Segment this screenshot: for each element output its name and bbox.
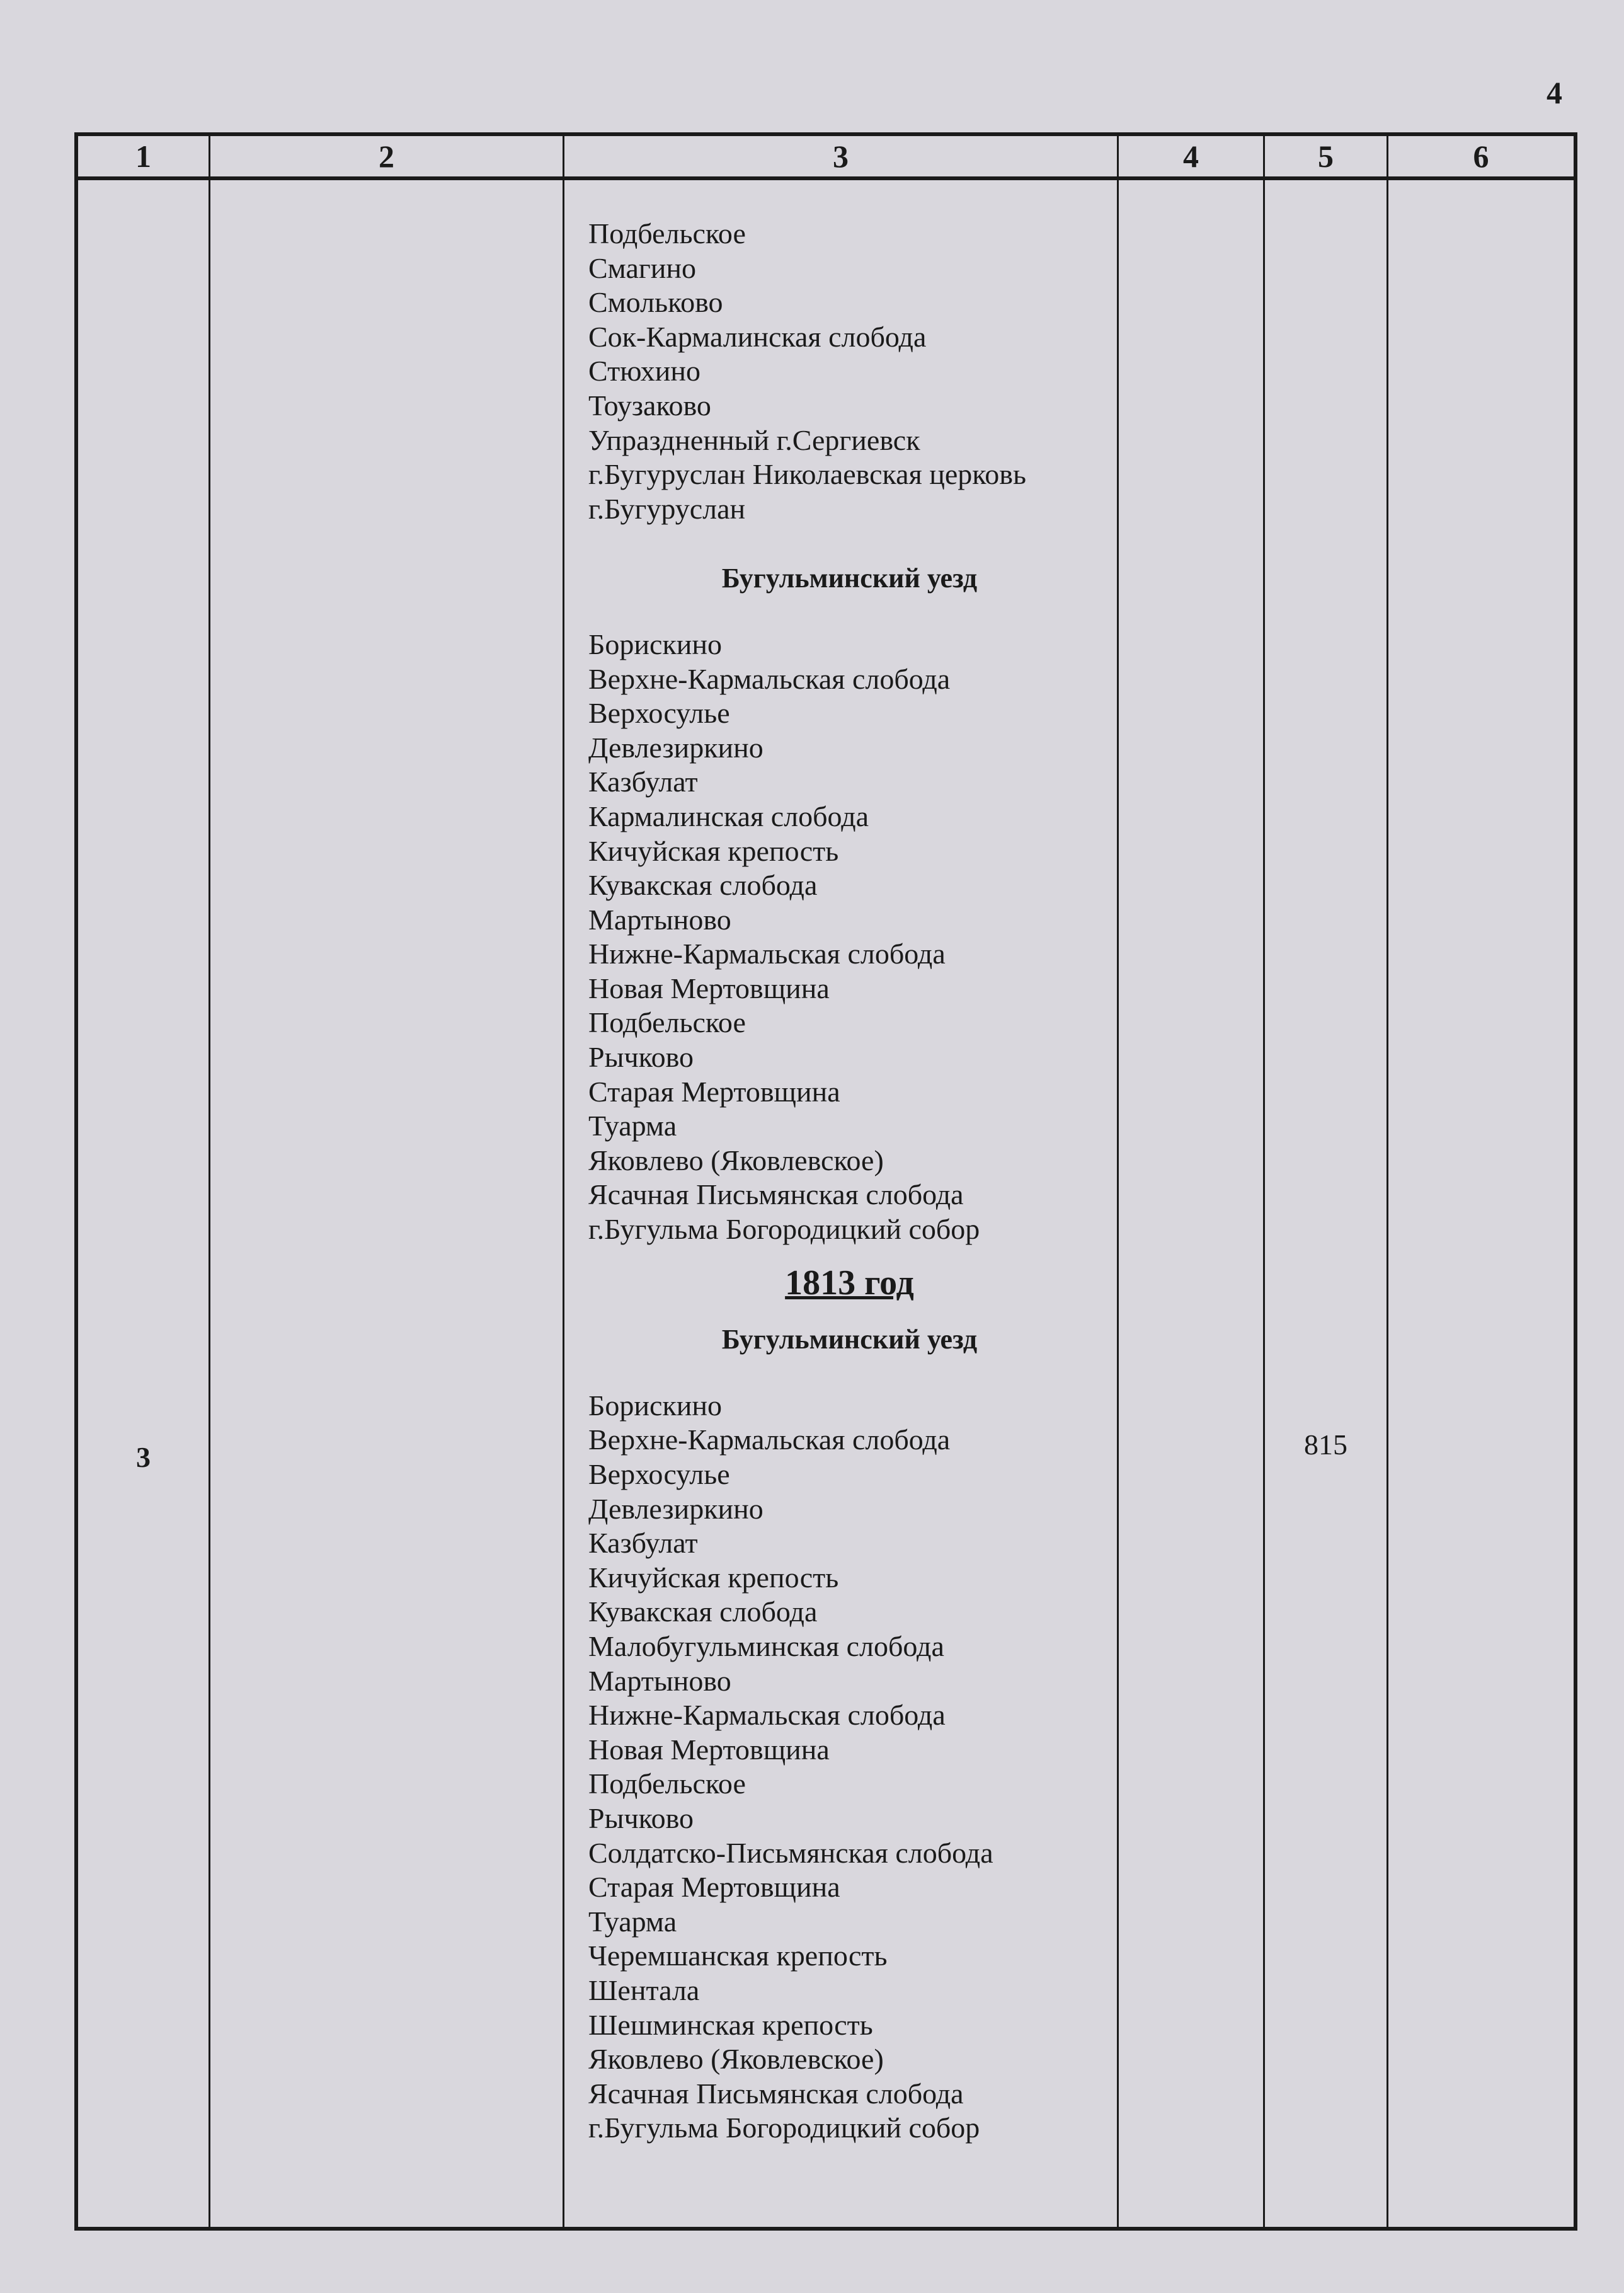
settlement-list-top — [588, 217, 1111, 526]
cell-column-2 — [210, 180, 564, 2227]
cell-column-6 — [1388, 180, 1574, 2227]
settlement-item: Новая Мертовщина — [588, 1733, 830, 1766]
settlement-item: Смольково — [588, 286, 723, 319]
settlement-item: Упраздненный г.Сергиевск — [588, 423, 920, 456]
settlement-item: Тоузаково — [588, 389, 711, 422]
settlement-item: Подбельское — [588, 1767, 746, 1800]
volume-value: 815 — [1304, 1428, 1347, 1461]
settlement-item: Мартыново — [588, 1664, 731, 1697]
settlement-item: г.Бугуруслан Николаевская церковь — [588, 458, 1026, 491]
page-number: 4 — [1547, 75, 1562, 110]
settlement-item: Кичуйская крепость — [588, 834, 839, 867]
column-header-6: 6 — [1388, 136, 1574, 180]
settlement-item: Сок-Кармалинская слобода — [588, 320, 927, 353]
settlement-item: Туарма — [588, 1905, 677, 1938]
settlement-item: Стюхино — [588, 355, 700, 388]
year-heading: 1813 год — [785, 1263, 914, 1302]
cell-column-4 — [1119, 180, 1265, 2227]
settlement-item: Борискино — [588, 628, 723, 660]
settlement-list-district-1 — [588, 628, 1111, 1247]
column-header-5: 5 — [1265, 136, 1388, 180]
settlement-item: Рычково — [588, 1802, 694, 1834]
settlement-item: Казбулат — [588, 766, 698, 798]
row-number: 3 — [136, 1441, 151, 1473]
register-table — [74, 132, 1577, 2231]
settlement-item: Казбулат — [588, 1527, 698, 1560]
district-heading-2: Бугульминский уезд — [721, 1324, 978, 1355]
cell-row-number — [78, 180, 210, 2227]
settlement-item: Подбельское — [588, 217, 746, 250]
settlement-item: Верхне-Кармальская слобода — [588, 662, 951, 695]
settlement-item: Мартыново — [588, 903, 731, 936]
settlement-item: Новая Мертовщина — [588, 972, 830, 1004]
cell-settlements — [564, 180, 1119, 2227]
settlement-item: Ясачная Письмянская слобода — [588, 2077, 964, 2110]
column-header-1: 1 — [78, 136, 210, 180]
settlement-item: Черемшанская крепость — [588, 1940, 888, 1972]
settlement-item: Яковлево (Яковлевское) — [588, 1144, 884, 1176]
settlement-list-district-2 — [588, 1389, 1111, 2146]
settlement-item: г.Бугульма Богородицкий собор — [588, 2112, 980, 2144]
settlement-item: Солдатско-Письмянская слобода — [588, 1836, 993, 1869]
settlement-item: Девлезиркино — [588, 731, 763, 764]
settlement-item: Нижне-Кармальская слобода — [588, 1699, 946, 1732]
settlement-item: г.Бугульма Богородицкий собор — [588, 1213, 980, 1246]
settlement-item: Борискино — [588, 1389, 723, 1422]
settlement-item: Верхне-Кармальская слобода — [588, 1423, 951, 1456]
district-heading-1: Бугульминский уезд — [721, 563, 978, 594]
settlement-item: Малобугульминская слобода — [588, 1629, 944, 1662]
column-header-3: 3 — [564, 136, 1119, 180]
settlement-item: Яковлево (Яковлевское) — [588, 2043, 884, 2076]
settlement-item: г.Бугуруслан — [588, 492, 746, 525]
settlement-item: Нижне-Кармальская слобода — [588, 938, 946, 970]
settlement-item: Верхосулье — [588, 1458, 730, 1490]
settlement-item: Девлезиркино — [588, 1492, 763, 1525]
settlement-item: Кувакская слобода — [588, 1595, 818, 1628]
settlement-item: Кичуйская крепость — [588, 1561, 839, 1594]
settlement-item: Кувакская слобода — [588, 869, 818, 902]
settlement-item: Ясачная Письмянская слобода — [588, 1178, 964, 1211]
cell-volume — [1265, 180, 1388, 2227]
settlement-item: Кармалинская слобода — [588, 800, 869, 832]
settlement-item: Туарма — [588, 1110, 677, 1142]
column-header-2: 2 — [210, 136, 564, 180]
column-header-4: 4 — [1119, 136, 1265, 180]
settlement-item: Старая Мертовщина — [588, 1871, 840, 1904]
settlement-item: Шешминская крепость — [588, 2008, 873, 2041]
settlement-item: Верхосулье — [588, 697, 730, 730]
settlement-item: Рычково — [588, 1041, 694, 1074]
settlement-item: Подбельское — [588, 1006, 746, 1039]
settlement-item: Шентала — [588, 1974, 700, 2006]
settlement-item: Смагино — [588, 251, 696, 284]
settlement-item: Старая Мертовщина — [588, 1075, 840, 1108]
